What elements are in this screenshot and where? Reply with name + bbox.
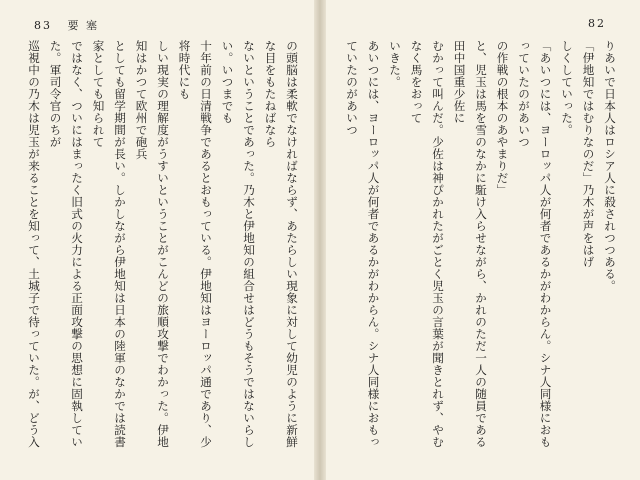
left-page-header (34, 17, 99, 33)
text-line: いきた。 (388, 40, 402, 88)
right-page-number: 82 (588, 17, 606, 30)
text-line: 十年前の日清戦争であるとおもっている。伊地知はヨーロッパ通であり、少将時代にも (177, 40, 213, 448)
text-line: あいつには、ヨーロッパ人が何者であるかがわからん。シナ人同様におもっていたのがあいつ (345, 40, 381, 448)
text-line: ではなく、ついにはまったく旧式の火力による正面攻撃の思想に固執していた。軍司令官のちが (48, 40, 84, 448)
text-line: 「あいつには、ヨーロッパ人が何者であるかがわからん。シナ人同様におもっていたのがあいつ (517, 40, 553, 448)
text-line: の作戦の根本のあやまりだ」 (495, 40, 510, 196)
text-line: りあいで日本人はロシア人に殺されつつある。 (603, 40, 617, 292)
text-line: むかって叫んだ。少佐は神ぴかれたがごとく児玉の言葉が聞きとれず、やむなく馬をおって (409, 40, 445, 448)
running-title: 要 塞 (67, 19, 99, 32)
text-line: しい現実の理解度がうすいということがこんどの旅順攻撃でわかった。伊地知はかつて欧州で砲兵 (134, 40, 170, 448)
text-line: 巡視中の乃木は児玉が来ることを知って、土城子で待っていた。が、どう入 (27, 40, 41, 448)
text-line: としても留学期間が長い。しかしながら伊地知は日本の陸軍のなかでは読書家としても知られて (91, 40, 127, 448)
text-line: 「伊地知ではむりなのだ」乃木が声をはげ (581, 40, 596, 268)
text-line: と、児玉は馬を雪のなかに駈け入らせながら、かれのただ一人の随員である田中国重少佐に (452, 40, 488, 448)
book-gutter (314, 0, 326, 480)
text-line: しくしていった。 (560, 40, 574, 136)
text-line (340, 40, 341, 450)
left-page-number: 83 (34, 19, 52, 32)
right-page-text (340, 40, 620, 450)
text-line: ないということであった。乃木と伊地知の組合せはどうもそうではないらしい。いつまでも (220, 40, 256, 448)
left-page-text (20, 40, 302, 450)
text-line: の頭脳は柔軟でなければならず、あたらしい現象に対して幼児のように新鮮な目をもたねばなら (263, 40, 299, 448)
